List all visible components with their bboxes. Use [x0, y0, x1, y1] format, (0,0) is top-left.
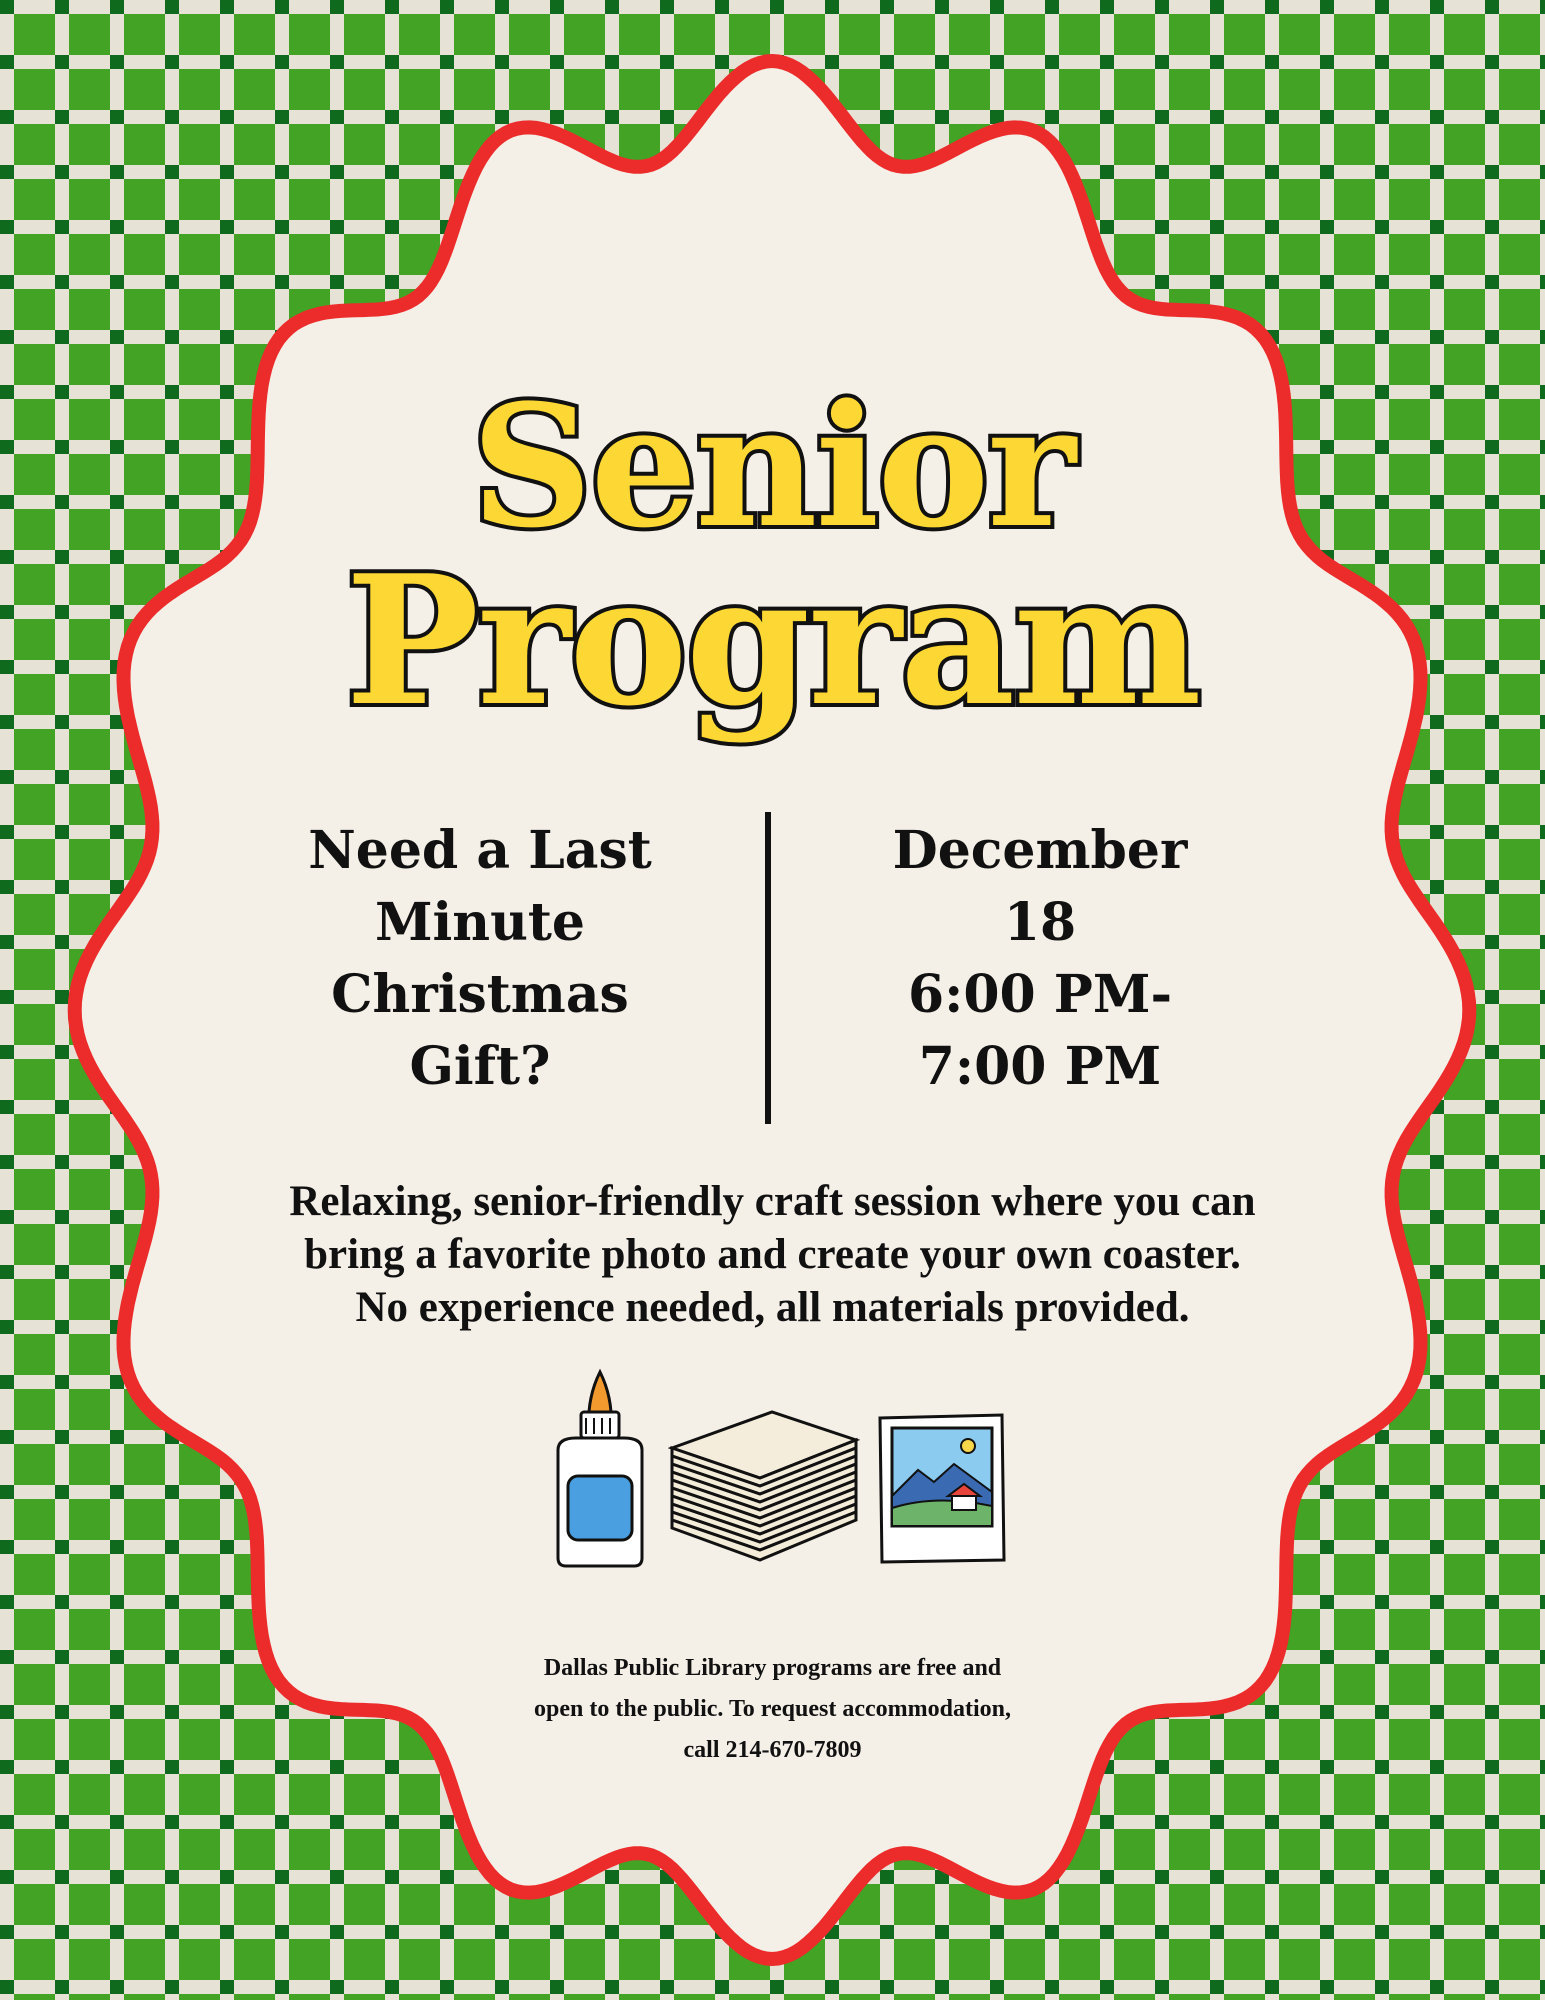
library-disclaimer: [420, 1648, 1125, 1771]
gift-question-line: Minute: [374, 892, 586, 953]
disclaimer-line: Dallas Public Library programs are free and: [543, 1655, 1002, 1681]
column-divider: [765, 812, 771, 1124]
description-line: Relaxing, senior-friendly craft session where you can: [289, 1178, 1256, 1225]
gift-question-line: Need a Last: [308, 820, 652, 881]
event-date-time: [830, 815, 1250, 1103]
title-line-program: Program: [345, 536, 1200, 745]
description-line: bring a favorite photo and create your own coaster.: [304, 1231, 1241, 1278]
gift-question-line: Gift?: [409, 1036, 551, 1097]
coaster-stack-icon: [668, 1408, 860, 1568]
disclaimer-line: open to the public. To request accommodation,: [534, 1696, 1011, 1722]
photo-icon: [876, 1412, 1008, 1564]
event-day: 18: [1003, 892, 1077, 953]
glue-bottle-icon: [548, 1368, 652, 1570]
event-start-time: 6:00 PM-: [907, 964, 1173, 1025]
disclaimer-line: call 214-670-7809: [683, 1737, 862, 1763]
title-line-senior: Senior: [471, 367, 1074, 565]
event-month: December: [892, 820, 1188, 881]
event-description: [180, 1175, 1365, 1334]
event-end-time: 7:00 PM: [918, 1036, 1162, 1097]
gift-question-line: Christmas: [331, 964, 629, 1025]
gift-question: [270, 815, 690, 1103]
description-line: No experience needed, all materials provided.: [355, 1284, 1190, 1331]
